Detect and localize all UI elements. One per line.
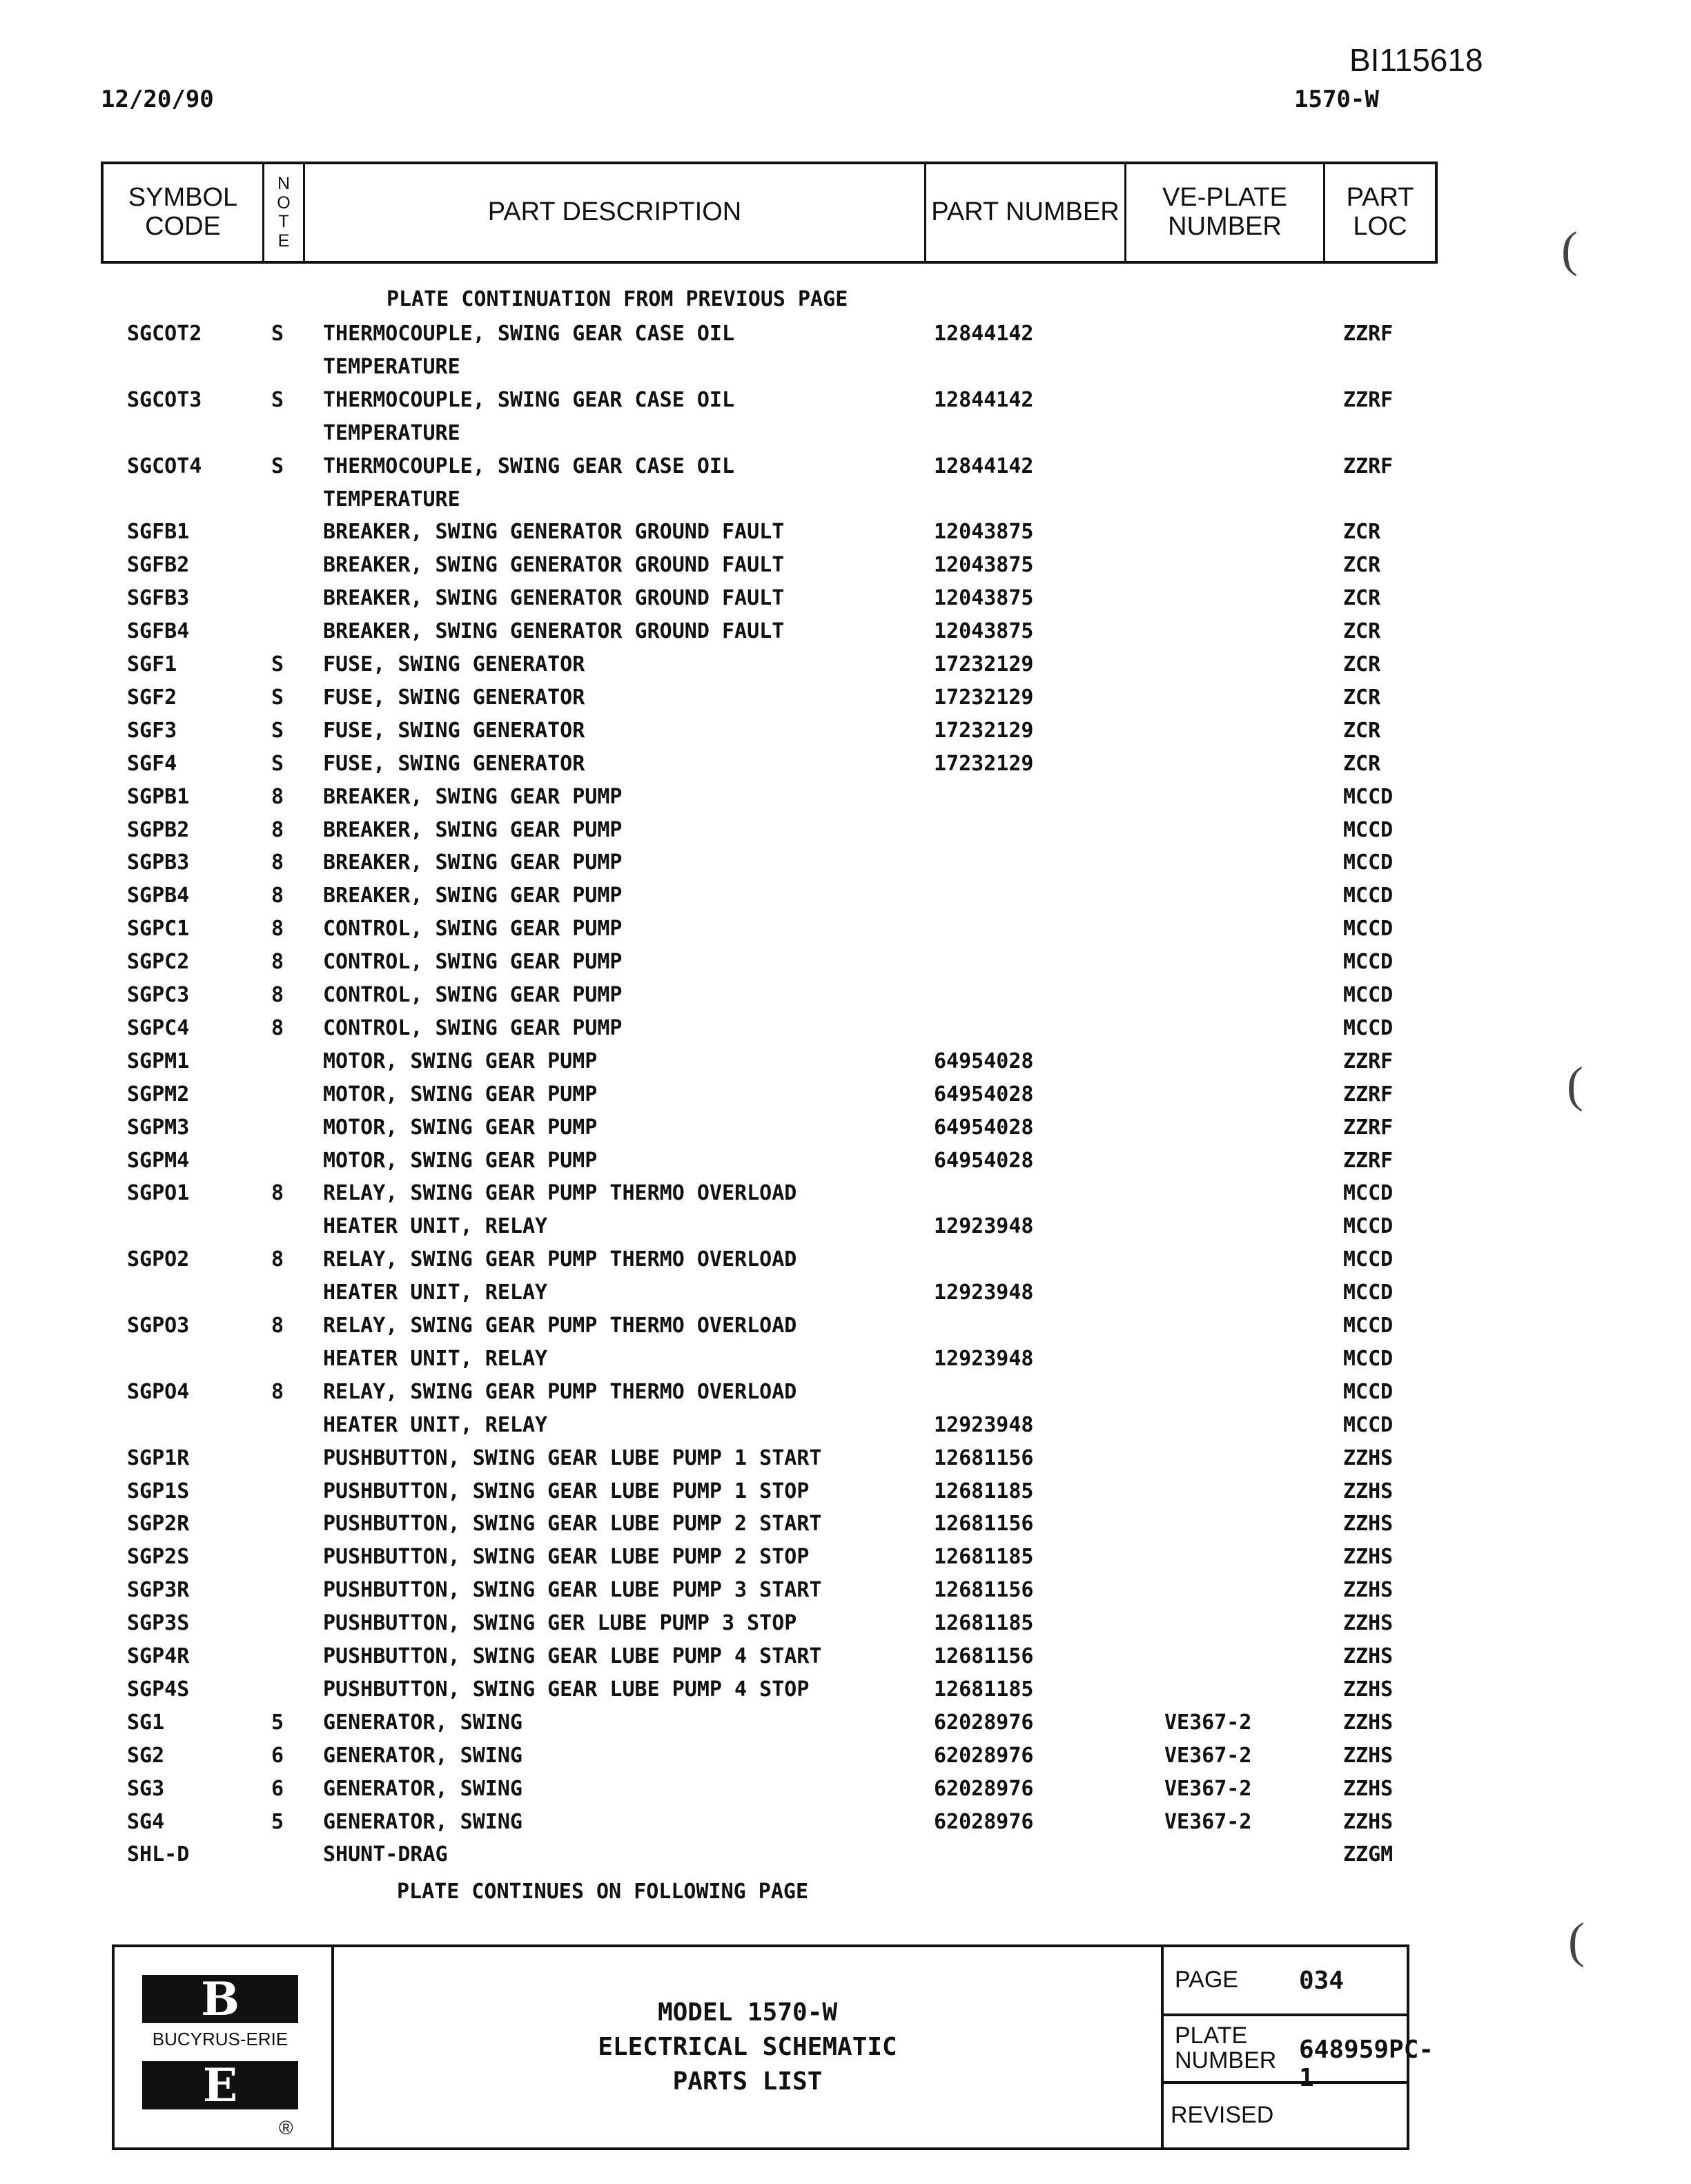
table-row [0,1611,1691,1641]
note-cell: S [271,752,284,776]
part-number: 62028976 [934,1744,1034,1768]
part-description: PUSHBUTTON, SWING GEAR LUBE PUMP 2 STOP [323,1545,810,1569]
part-description: FUSE, SWING GENERATOR [323,719,585,743]
part-number: 12681185 [934,1545,1034,1569]
symbol-code: SGCOT2 [127,322,202,346]
symbol-code: SGP4S [127,1677,190,1702]
table-row [0,1115,1691,1146]
plate-label-line: NUMBER [1175,2047,1277,2074]
table-row [0,1016,1691,1046]
note-cell: 8 [271,983,284,1007]
part-number: 64954028 [934,1049,1034,1073]
part-loc: ZZRF [1343,322,1394,346]
symbol-code: SGPC4 [127,1016,190,1040]
part-number: 17232129 [934,652,1034,676]
table-row [0,1446,1691,1476]
part-number: 12681185 [934,1479,1034,1503]
continuation-note: PLATE CONTINUATION FROM PREVIOUS PAGE [387,287,848,311]
table-row [0,719,1691,749]
table-row [0,652,1691,683]
symbol-code: SGFB3 [127,586,190,610]
header-part-number: PART NUMBER [926,164,1126,261]
note-cell: S [271,719,284,743]
note-cell: 8 [271,917,284,941]
part-number: 12923948 [934,1214,1034,1238]
note-cell: 8 [271,1247,284,1271]
part-loc: MCCD [1343,1181,1394,1205]
note-cell: 8 [271,884,284,908]
part-description: THERMOCOUPLE, SWING GEAR CASE OIL [323,454,735,478]
table-row [0,1842,1691,1873]
drawing-title [334,1947,1164,2147]
part-loc: ZCR [1343,652,1381,676]
table-row [0,1347,1691,1377]
logo-letter-b: B [142,1975,298,2023]
part-loc: ZZRF [1343,1082,1394,1106]
symbol-code: SGPO1 [127,1181,190,1205]
part-number: 64954028 [934,1115,1034,1140]
part-number: 17232129 [934,752,1034,776]
part-description: BREAKER, SWING GEAR PUMP [323,850,623,875]
symbol-code: SGPC3 [127,983,190,1007]
symbol-code: SGF1 [127,652,177,676]
document-id: BI115618 [1349,42,1483,78]
part-description: RELAY, SWING GEAR PUMP THERMO OVERLOAD [323,1314,797,1338]
symbol-code: SGP3R [127,1578,190,1602]
logo-company-name: BUCYRUS-ERIE [152,2029,289,2049]
model-number: 1570-W [1294,86,1379,113]
header-note-letter: O [277,193,291,213]
note-cell: 8 [271,818,284,842]
note-cell: 6 [271,1777,284,1801]
page-cell [1164,1947,1407,2016]
plate-label [1175,2023,1276,2073]
part-number: 12923948 [934,1347,1034,1371]
note-cell: 8 [271,785,284,809]
part-loc: ZCR [1343,520,1381,544]
symbol-code: SGPO3 [127,1314,190,1338]
part-loc: ZCR [1343,719,1381,743]
title-line: MODEL 1570-W [657,1998,838,2027]
part-description: MOTOR, SWING GEAR PUMP [323,1149,598,1173]
symbol-code: SGF3 [127,719,177,743]
part-number: 17232129 [934,719,1034,743]
note-cell: S [271,454,284,478]
part-number: 62028976 [934,1810,1034,1834]
part-loc: ZZHS [1343,1644,1394,1668]
table-row [0,1214,1691,1245]
symbol-code: SG2 [127,1744,165,1768]
part-number: 12681156 [934,1446,1034,1470]
page-label: PAGE [1175,1967,1238,1993]
part-number: 12681156 [934,1644,1034,1668]
revised-cell [1164,2084,1407,2147]
part-loc: ZZHS [1343,1677,1394,1702]
header-note [264,164,305,261]
part-loc: ZZRF [1343,1049,1394,1073]
registered-mark: ® [279,2117,293,2138]
document-date: 12/20/90 [101,86,214,113]
part-description: THERMOCOUPLE, SWING GEAR CASE OIL [323,322,735,346]
symbol-code: SGPC2 [127,950,190,974]
table-row [0,1380,1691,1410]
symbol-code: SGP1S [127,1479,190,1503]
note-cell: 6 [271,1744,284,1768]
part-description: MOTOR, SWING GEAR PUMP [323,1049,598,1073]
table-row [0,1512,1691,1542]
part-number: 12043875 [934,619,1034,643]
table-row [0,454,1691,485]
part-description: TEMPERATURE [323,355,460,379]
symbol-code: SG4 [127,1810,165,1834]
symbol-code: SGCOT4 [127,454,202,478]
symbol-code: SGP2S [127,1545,190,1569]
symbol-code: SGPM1 [127,1049,190,1073]
plate-number: 648959PC-1 [1299,2036,1434,2092]
part-description: BREAKER, SWING GENERATOR GROUND FAULT [323,553,785,577]
header-note-letter: E [277,231,290,251]
note-cell: 8 [271,1016,284,1040]
part-loc: ZCR [1343,586,1381,610]
part-loc: ZZHS [1343,1479,1394,1503]
table-row [0,355,1691,385]
table-row [0,1314,1691,1344]
part-description: BREAKER, SWING GENERATOR GROUND FAULT [323,586,785,610]
table-row [0,1744,1691,1774]
table-row [0,388,1691,418]
part-loc: MCCD [1343,850,1394,875]
symbol-code: SGF2 [127,685,177,710]
table-row [0,818,1691,848]
part-description: RELAY, SWING GEAR PUMP THERMO OVERLOAD [323,1380,797,1404]
part-description: THERMOCOUPLE, SWING GEAR CASE OIL [323,388,735,412]
table-row [0,553,1691,583]
part-description: GENERATOR, SWING [323,1710,522,1735]
table-row [0,1049,1691,1080]
part-number: 12923948 [934,1413,1034,1437]
part-description: PUSHBUTTON, SWING GER LUBE PUMP 3 STOP [323,1611,797,1635]
part-loc: MCCD [1343,818,1394,842]
ve-plate-number: VE367-2 [1164,1744,1252,1768]
table-row [0,1149,1691,1179]
plate-number-cell [1164,2016,1434,2092]
header-part-loc: PART LOC [1346,183,1414,241]
note-cell: 8 [271,850,284,875]
table-row [0,1710,1691,1741]
part-loc: ZZRF [1343,1149,1394,1173]
part-number: 12923948 [934,1280,1034,1305]
part-description: HEATER UNIT, RELAY [323,1214,548,1238]
table-row [0,1777,1691,1807]
table-row [0,1578,1691,1608]
part-description: BREAKER, SWING GEAR PUMP [323,884,623,908]
symbol-code: SGPM3 [127,1115,190,1140]
part-loc: MCCD [1343,1247,1394,1271]
title-line: ELECTRICAL SCHEMATIC [598,2033,897,2061]
part-loc: MCCD [1343,1214,1394,1238]
ve-plate-number: VE367-2 [1164,1710,1252,1735]
part-loc: ZZRF [1343,1115,1394,1140]
ve-plate-number: VE367-2 [1164,1810,1252,1834]
part-number: 12043875 [934,586,1034,610]
table-row [0,1479,1691,1510]
part-number: 64954028 [934,1149,1034,1173]
plate-info [1164,1947,1434,2147]
part-number: 12043875 [934,553,1034,577]
part-loc: MCCD [1343,1380,1394,1404]
part-loc: MCCD [1343,1413,1394,1437]
note-cell: 8 [271,1314,284,1338]
table-row [0,520,1691,550]
symbol-code: SGP3S [127,1611,190,1635]
part-number: 12681156 [934,1512,1034,1536]
note-cell: S [271,322,284,346]
part-description: PUSHBUTTON, SWING GEAR LUBE PUMP 4 STOP [323,1677,810,1702]
table-row [0,917,1691,947]
symbol-code: SGPM2 [127,1082,190,1106]
part-description: MOTOR, SWING GEAR PUMP [323,1082,598,1106]
part-description: PUSHBUTTON, SWING GEAR LUBE PUMP 3 START [323,1578,822,1602]
part-loc: ZZHS [1343,1777,1394,1801]
part-description: BREAKER, SWING GENERATOR GROUND FAULT [323,619,785,643]
part-description: BREAKER, SWING GEAR PUMP [323,785,623,809]
margin-mark: ( [1561,222,1578,277]
part-loc: ZZRF [1343,388,1394,412]
symbol-code: SGPB3 [127,850,190,875]
title-line: PARTS LIST [672,2067,823,2096]
note-cell: 8 [271,1181,284,1205]
symbol-code: SGFB1 [127,520,190,544]
part-number: 12681156 [934,1578,1034,1602]
table-row [0,850,1691,881]
part-description: HEATER UNIT, RELAY [323,1413,548,1437]
part-description: HEATER UNIT, RELAY [323,1347,548,1371]
table-row [0,685,1691,716]
symbol-code: SGPM4 [127,1149,190,1173]
part-description: PUSHBUTTON, SWING GEAR LUBE PUMP 1 START [323,1446,822,1470]
part-description: MOTOR, SWING GEAR PUMP [323,1115,598,1140]
symbol-code: SG3 [127,1777,165,1801]
note-cell: 5 [271,1810,284,1834]
table-row [0,1082,1691,1113]
part-description: FUSE, SWING GENERATOR [323,752,585,776]
part-description: BREAKER, SWING GENERATOR GROUND FAULT [323,520,785,544]
company-logo [115,1947,334,2147]
symbol-code: SHL-D [127,1842,190,1866]
part-loc: ZCR [1343,619,1381,643]
part-loc: ZZHS [1343,1810,1394,1834]
part-number: 17232129 [934,685,1034,710]
part-loc: ZZHS [1343,1578,1394,1602]
part-loc: ZZHS [1343,1545,1394,1569]
note-cell: 8 [271,950,284,974]
table-row [0,752,1691,782]
symbol-code: SGP1R [127,1446,190,1470]
part-description: TEMPERATURE [323,421,460,445]
column-header-table [101,162,1438,264]
symbol-code: SGPO4 [127,1380,190,1404]
continues-note: PLATE CONTINUES ON FOLLOWING PAGE [397,1880,809,1904]
table-row [0,1644,1691,1675]
table-row [0,487,1691,518]
part-description: PUSHBUTTON, SWING GEAR LUBE PUMP 1 STOP [323,1479,810,1503]
symbol-code: SGFB4 [127,619,190,643]
part-description: FUSE, SWING GENERATOR [323,685,585,710]
part-loc: ZZHS [1343,1710,1394,1735]
part-description: FUSE, SWING GENERATOR [323,652,585,676]
note-cell: S [271,685,284,710]
part-description: RELAY, SWING GEAR PUMP THERMO OVERLOAD [323,1247,797,1271]
part-description: GENERATOR, SWING [323,1777,522,1801]
part-description: GENERATOR, SWING [323,1810,522,1834]
symbol-code: SGF4 [127,752,177,776]
table-row [0,884,1691,914]
symbol-code: SGPB2 [127,818,190,842]
part-number: 62028976 [934,1777,1034,1801]
part-loc: MCCD [1343,785,1394,809]
part-loc: ZCR [1343,685,1381,710]
logo-letter-e: E [142,2061,298,2109]
symbol-code: SG1 [127,1710,165,1735]
note-cell: 8 [271,1380,284,1404]
part-loc: ZZHS [1343,1611,1394,1635]
symbol-code: SGPO2 [127,1247,190,1271]
part-loc: MCCD [1343,983,1394,1007]
part-description: CONTROL, SWING GEAR PUMP [323,983,623,1007]
part-description: CONTROL, SWING GEAR PUMP [323,1016,623,1040]
header-note-letter: T [278,212,289,231]
page-number: 034 [1299,1967,1345,1995]
symbol-code: SGPC1 [127,917,190,941]
part-description: PUSHBUTTON, SWING GEAR LUBE PUMP 2 START [323,1512,822,1536]
symbol-code: SGFB2 [127,553,190,577]
part-description: CONTROL, SWING GEAR PUMP [323,917,623,941]
header-part-description: PART DESCRIPTION [305,164,926,261]
title-block [112,1944,1434,2150]
part-loc: ZCR [1343,553,1381,577]
part-description: RELAY, SWING GEAR PUMP THERMO OVERLOAD [323,1181,797,1205]
part-loc: MCCD [1343,950,1394,974]
part-loc: ZZHS [1343,1512,1394,1536]
margin-mark: ( [1568,1913,1585,1968]
table-row [0,1280,1691,1311]
margin-mark: ( [1567,1057,1583,1112]
note-cell: S [271,388,284,412]
part-number: 64954028 [934,1082,1034,1106]
part-loc: MCCD [1343,1280,1394,1305]
part-loc: MCCD [1343,917,1394,941]
symbol-code: SGPB4 [127,884,190,908]
part-description: CONTROL, SWING GEAR PUMP [323,950,623,974]
part-description: BREAKER, SWING GEAR PUMP [323,818,623,842]
note-cell: 5 [271,1710,284,1735]
part-number: 12681185 [934,1677,1034,1702]
part-description: SHUNT-DRAG [323,1842,448,1866]
table-row [0,950,1691,980]
table-row [0,1810,1691,1840]
table-row [0,1247,1691,1278]
table-row [0,1413,1691,1443]
part-number: 12681185 [934,1611,1034,1635]
part-loc: ZZHS [1343,1446,1394,1470]
part-loc: ZCR [1343,752,1381,776]
part-loc: ZZGM [1343,1842,1394,1866]
table-row [0,322,1691,352]
part-description: TEMPERATURE [323,487,460,511]
table-row [0,586,1691,616]
part-loc: MCCD [1343,1347,1394,1371]
ve-plate-number: VE367-2 [1164,1777,1252,1801]
part-number: 12043875 [934,520,1034,544]
part-loc: MCCD [1343,1314,1394,1338]
symbol-code: SGP2R [127,1512,190,1536]
note-cell: S [271,652,284,676]
table-row [0,983,1691,1013]
symbol-code: SGPB1 [127,785,190,809]
symbol-code: SGCOT3 [127,388,202,412]
part-number: 12844142 [934,388,1034,412]
part-loc: ZZRF [1343,454,1394,478]
part-loc: ZZHS [1343,1744,1394,1768]
part-number: 62028976 [934,1710,1034,1735]
header-note-letter: N [277,174,291,193]
part-number: 12844142 [934,454,1034,478]
table-row [0,1181,1691,1211]
part-description: PUSHBUTTON, SWING GEAR LUBE PUMP 4 START [323,1644,822,1668]
part-loc: MCCD [1343,884,1394,908]
table-row [0,619,1691,650]
part-number: 12844142 [934,322,1034,346]
symbol-code: SGP4R [127,1644,190,1668]
header-ve-plate-number: VE-PLATE NUMBER [1126,164,1325,261]
revised-label: REVISED [1171,2102,1274,2128]
plate-label-line: PLATE [1175,2022,1248,2049]
table-row [0,1545,1691,1575]
part-loc: MCCD [1343,1016,1394,1040]
table-row [0,1677,1691,1708]
table-row [0,785,1691,815]
table-row [0,421,1691,451]
part-description: HEATER UNIT, RELAY [323,1280,548,1305]
part-description: GENERATOR, SWING [323,1744,522,1768]
header-symbol-code: SYMBOL CODE [104,164,264,261]
